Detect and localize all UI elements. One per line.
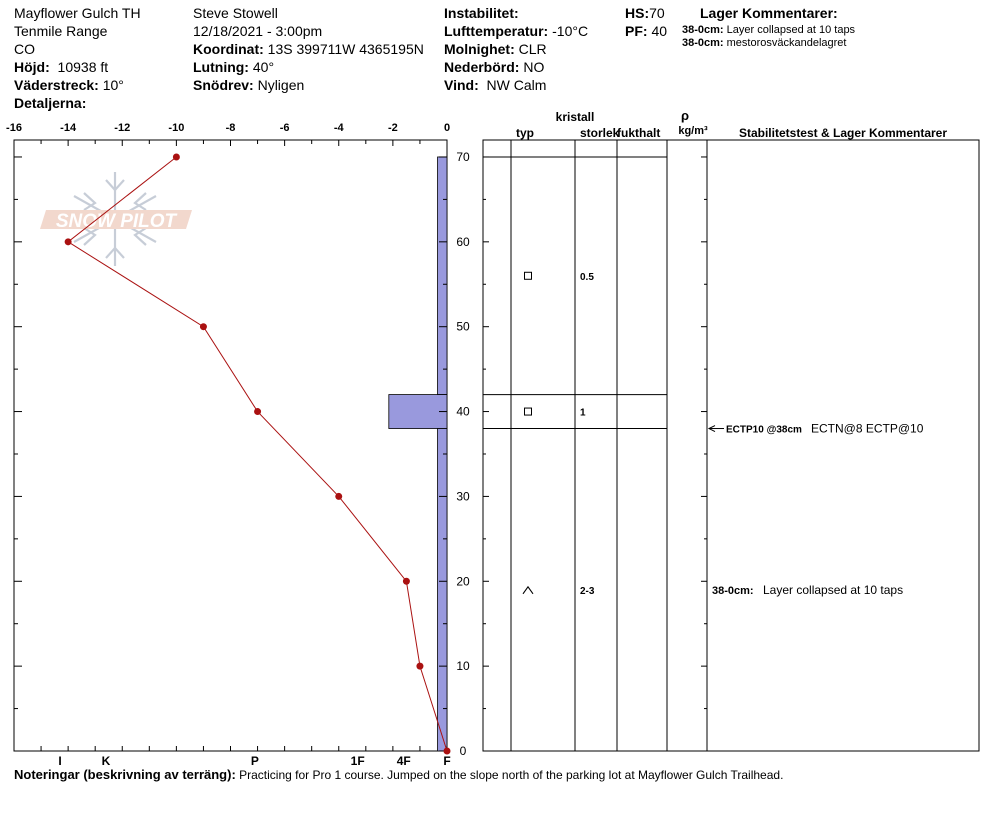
sky-value: CLR (518, 41, 547, 57)
elevation-value: 10938 ft (57, 59, 109, 75)
grain-size: 0.5 (580, 271, 594, 283)
site-range: Tenmile Range (14, 23, 108, 39)
wind-loading-value: Nyligen (257, 77, 305, 93)
air-temp-value: -10°C (552, 23, 589, 39)
site-state: CO (14, 41, 35, 57)
temp-point (200, 323, 207, 330)
temp-point (416, 663, 423, 670)
snowpilot-logo (40, 172, 192, 266)
depth-tick-label: 30 (456, 489, 470, 504)
layer-comments-title: Lager Kommentarer: (700, 5, 838, 21)
layer-table (483, 157, 924, 597)
temp-profile-line (68, 157, 447, 751)
coord-value: 13S 399711W 4365195N (267, 41, 424, 57)
instability-row: Instabilitet: (444, 5, 519, 21)
pf-value: 40 (651, 23, 668, 39)
temp-tick-label: -2 (387, 122, 398, 134)
notes-text: Practicing for Pro 1 course. Jumped on the slope north of the parking lot at Mayflower Gulch Trailhead. (239, 768, 784, 782)
logo-text: SNOW PILOT (55, 211, 177, 232)
elevation-row: Höjd: 10938 ft (14, 59, 109, 75)
header-type: typ (516, 126, 534, 140)
hs-row: HS:70 (625, 5, 665, 21)
precip-row: Nederbörd: NO (444, 59, 545, 75)
hardness-bar (438, 429, 447, 751)
site-name: Mayflower Gulch TH (14, 5, 141, 21)
layer-note-range: 38-0cm: (712, 584, 754, 597)
depth-tick-label: 60 (456, 234, 470, 249)
observation-datetime: 12/18/2021 - 3:00pm (193, 23, 323, 39)
stability-test-code: ECTP10 @38cm (726, 424, 802, 436)
layer-comment-2: 38-0cm: mestorosväckandelagret (682, 37, 847, 49)
temp-tick-label: -12 (114, 122, 131, 134)
precip-value: NO (523, 59, 545, 75)
depth-tick-label: 50 (456, 319, 470, 334)
hardness-label: K (101, 754, 111, 768)
temp-point (65, 238, 72, 245)
temp-tick-label: -14 (60, 122, 77, 134)
wind-row: Vind: NW Calm (444, 77, 547, 93)
layer-comment-1: 38-0cm: Layer collapsed at 10 taps (682, 24, 856, 36)
slope-value: 40° (252, 59, 275, 75)
hardness-profile (389, 157, 447, 751)
hs-value: 70 (649, 5, 665, 21)
hardness-label: 1F (350, 754, 365, 768)
header-rho: ρ (680, 108, 690, 123)
depth-tick-label: 20 (456, 574, 470, 589)
temp-tick-label: -16 (6, 122, 22, 134)
temp-point (444, 748, 451, 755)
aspect-value: 10° (102, 77, 124, 93)
hardness-label: I (58, 754, 62, 768)
temp-tick-label: -6 (279, 122, 290, 134)
depth-tick-label: 0 (459, 744, 467, 758)
depth-tick-label: 40 (456, 404, 470, 419)
wind-loading-row: Snödrev: Nyligen (193, 77, 305, 93)
grain-type-icon (525, 408, 532, 415)
wind-value: NW Calm (486, 77, 547, 93)
pf-row: PF: 40 (625, 23, 668, 39)
temp-point (254, 408, 261, 415)
hardness-bar (438, 157, 447, 395)
details-row: Detaljerna: (14, 95, 87, 111)
header-size: storlek (580, 126, 620, 140)
temp-point (173, 153, 180, 160)
grain-size: 2-3 (580, 585, 595, 597)
notes (14, 767, 783, 782)
temp-point (403, 578, 410, 585)
air-temp-row: Lufttemperatur: -10°C (444, 23, 589, 39)
temp-tick-label: -8 (225, 122, 236, 134)
temperature-profile (65, 153, 451, 754)
hardness-bar (389, 395, 447, 429)
temp-point (335, 493, 342, 500)
header-density-unit: kg/m³ (678, 125, 708, 137)
header-crystal: kristall (555, 110, 595, 124)
coord-row: Koordinat: 13S 399711W 4365195N (193, 41, 424, 57)
aspect-row: Väderstreck: 10° (14, 77, 124, 93)
grain-type-icon (523, 587, 533, 594)
temp-tick-label: 0 (443, 122, 451, 134)
grain-size: 1 (580, 407, 586, 419)
layer-table-frame (483, 140, 979, 751)
slope-row: Lutning: 40° (193, 59, 275, 75)
sky-row: Molnighet: CLR (444, 41, 547, 57)
hardness-label: P (250, 754, 259, 768)
notes-label: Noteringar (beskrivning av terräng): (14, 767, 236, 782)
layer-note-text: Layer collapsed at 10 taps (763, 582, 904, 597)
depth-tick-label: 70 (456, 149, 470, 164)
header-stability: Stabilitetstest & Lager Kommentarer (738, 126, 948, 140)
stability-test-summary: ECTN@8 ECTP@10 (811, 421, 924, 436)
hardness-label: 4F (396, 754, 411, 768)
header-moisture: fukthalt (617, 126, 661, 140)
temp-tick-label: -10 (168, 122, 185, 134)
depth-tick-label: 10 (456, 659, 470, 674)
hardness-label: F (443, 754, 451, 768)
observer-name: Steve Stowell (193, 5, 278, 21)
grain-type-icon (525, 272, 532, 279)
temp-tick-label: -4 (333, 122, 344, 134)
